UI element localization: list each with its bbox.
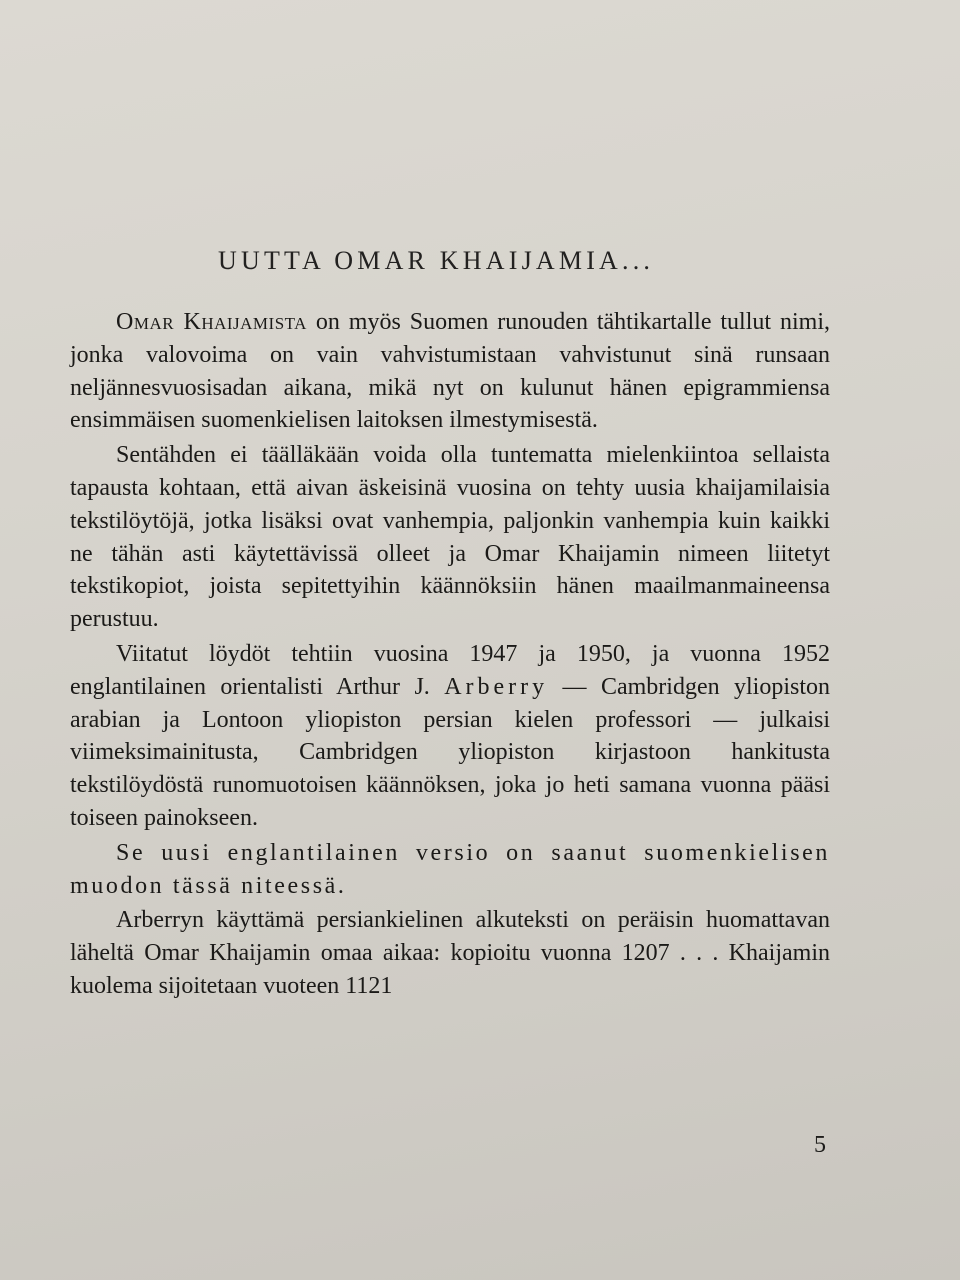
paragraph-3-text-after: — Cambridgen yliopiston arabian ja Lontoon yliopiston persian kielen professori — julkaisi viimeksimainitusta, Cambridgen yliopiston kirjastoon hankitusta tekstilöydöstä runomuotoisen käännöksen, joka jo heti samana vuonna pääsi toiseen painokseen.: [70, 673, 831, 831]
page-heading: UUTTA OMAR KHAIJAMIA...: [218, 246, 655, 275]
paragraph-2-text: Sentähden ei täälläkään voida olla tuntematta mielenkiintoa sellaista tapausta kohtaan, että aivan äskeisinä vuosina on tehty uusia khaijamilaisia tekstilöytöjä, jotka lisäksi ovat vanhempia, paljonkin vanhempia kuin kaikki ne tähän asti käytettävissä olleet ja Omar Khaijamin nimeen liitetyt tekstikopiot, joista sepitettyihin käännöksiin hänen maailmanmaineensa perustuu.: [70, 442, 830, 633]
author-name-smallcaps: Omar Khaijamista: [116, 309, 307, 335]
paragraph-5: [70, 904, 830, 1002]
paragraph-1: [70, 306, 830, 437]
paragraph-5-text: Arberryn käyttämä persiankielinen alkuteksti on peräisin huomattavan läheltä Omar Khaijamin omaa aikaa: kopioitu vuonna 1207 . . . Khaijamin kuolema sijoitetaan vuoteen 1121: [70, 907, 830, 999]
paragraph-4: [70, 837, 830, 903]
paragraph-4-text: Se uusi englantilainen versio on saanut suomenkielisen muodon tässä niteessä.: [70, 839, 830, 899]
paragraph-1-text: on myös Suomen runouden tähtikartalle tullut nimi, jonka valovoima on vain vahvistumistaan vahvistunut sinä runsaan neljännesvuosisadan aikana, mikä nyt on kulunut hänen epigrammiensa ensimmäisen suomenkielisen laitoksen ilmestymisestä.: [70, 309, 830, 434]
paragraph-3: [70, 638, 830, 835]
spaced-name-arberry: Arberry: [444, 673, 549, 700]
page-number: 5: [814, 1132, 826, 1158]
paragraph-2: [70, 439, 830, 636]
paragraph-3-text-before: Viitatut löydöt tehtiin vuosina 1947 ja 1950, ja vuonna 1952 englantilainen orientalisti Arthur J.: [70, 640, 830, 700]
body-text: [70, 306, 830, 1003]
